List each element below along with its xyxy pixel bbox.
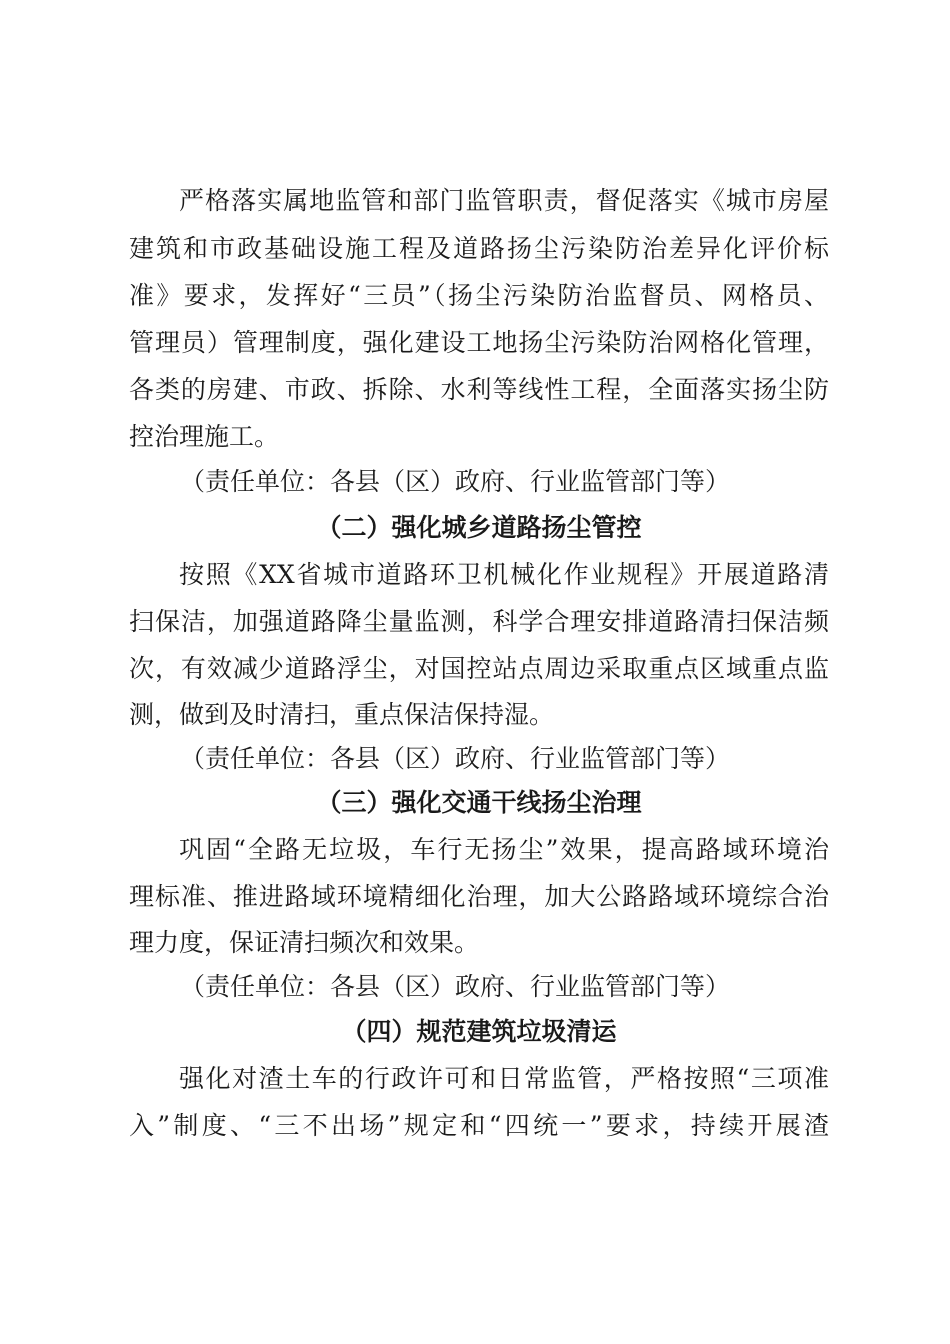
- paragraph-line: 入”制度、“三不出场”规定和“四统一”要求，持续开展渣: [129, 1111, 829, 1140]
- paragraph-line: 控治理施工。: [129, 422, 280, 451]
- paragraph-line: 巩固“全路无垃圾，车行无扬尘”效果，提高路域环境治: [179, 835, 829, 864]
- paragraph-line: 强化对渣土车的行政许可和日常监管，严格按照“三项准: [179, 1064, 829, 1093]
- section-heading: （二）强化城乡道路扬尘管控: [316, 513, 642, 542]
- paragraph-line: 建筑和市政基础设施工程及道路扬尘污染防治差异化评价标: [129, 234, 829, 263]
- paragraph-line: 严格落实属地监管和部门监管职责，督促落实《城市房屋: [179, 186, 829, 215]
- section-heading: （四）规范建筑垃圾清运: [341, 1017, 617, 1046]
- paragraph-line: 扫保洁，加强道路降尘量监测，科学合理安排道路清扫保洁频: [129, 607, 829, 636]
- paragraph-line: 测，做到及时清扫，重点保洁保持湿。: [129, 700, 555, 729]
- section-heading: （三）强化交通干线扬尘治理: [316, 788, 642, 817]
- responsibility-note: （责任单位：各县（区）政府、行业监管部门等）: [180, 744, 731, 773]
- paragraph-line: 按照《XX省城市道路环卫机械化作业规程》开展道路清: [179, 560, 829, 589]
- responsibility-note: （责任单位：各县（区）政府、行业监管部门等）: [180, 467, 731, 496]
- paragraph-line: 次，有效减少道路浮尘，对国控站点周边采取重点区域重点监: [129, 654, 829, 683]
- paragraph-line: 管理员）管理制度，强化建设工地扬尘污染防治网格化管理，: [129, 328, 829, 357]
- paragraph-line: 准》要求，发挥好“三员”（扬尘污染防治监督员、网格员、: [129, 281, 829, 310]
- paragraph-line: 各类的房建、市政、拆除、水利等线性工程，全面落实扬尘防: [129, 375, 829, 404]
- paragraph-line: 理标准、推进路域环境精细化治理，加大公路路域环境综合治: [129, 882, 829, 911]
- paragraph-line: 理力度，保证清扫频次和效果。: [129, 928, 480, 957]
- responsibility-note: （责任单位：各县（区）政府、行业监管部门等）: [180, 972, 731, 1001]
